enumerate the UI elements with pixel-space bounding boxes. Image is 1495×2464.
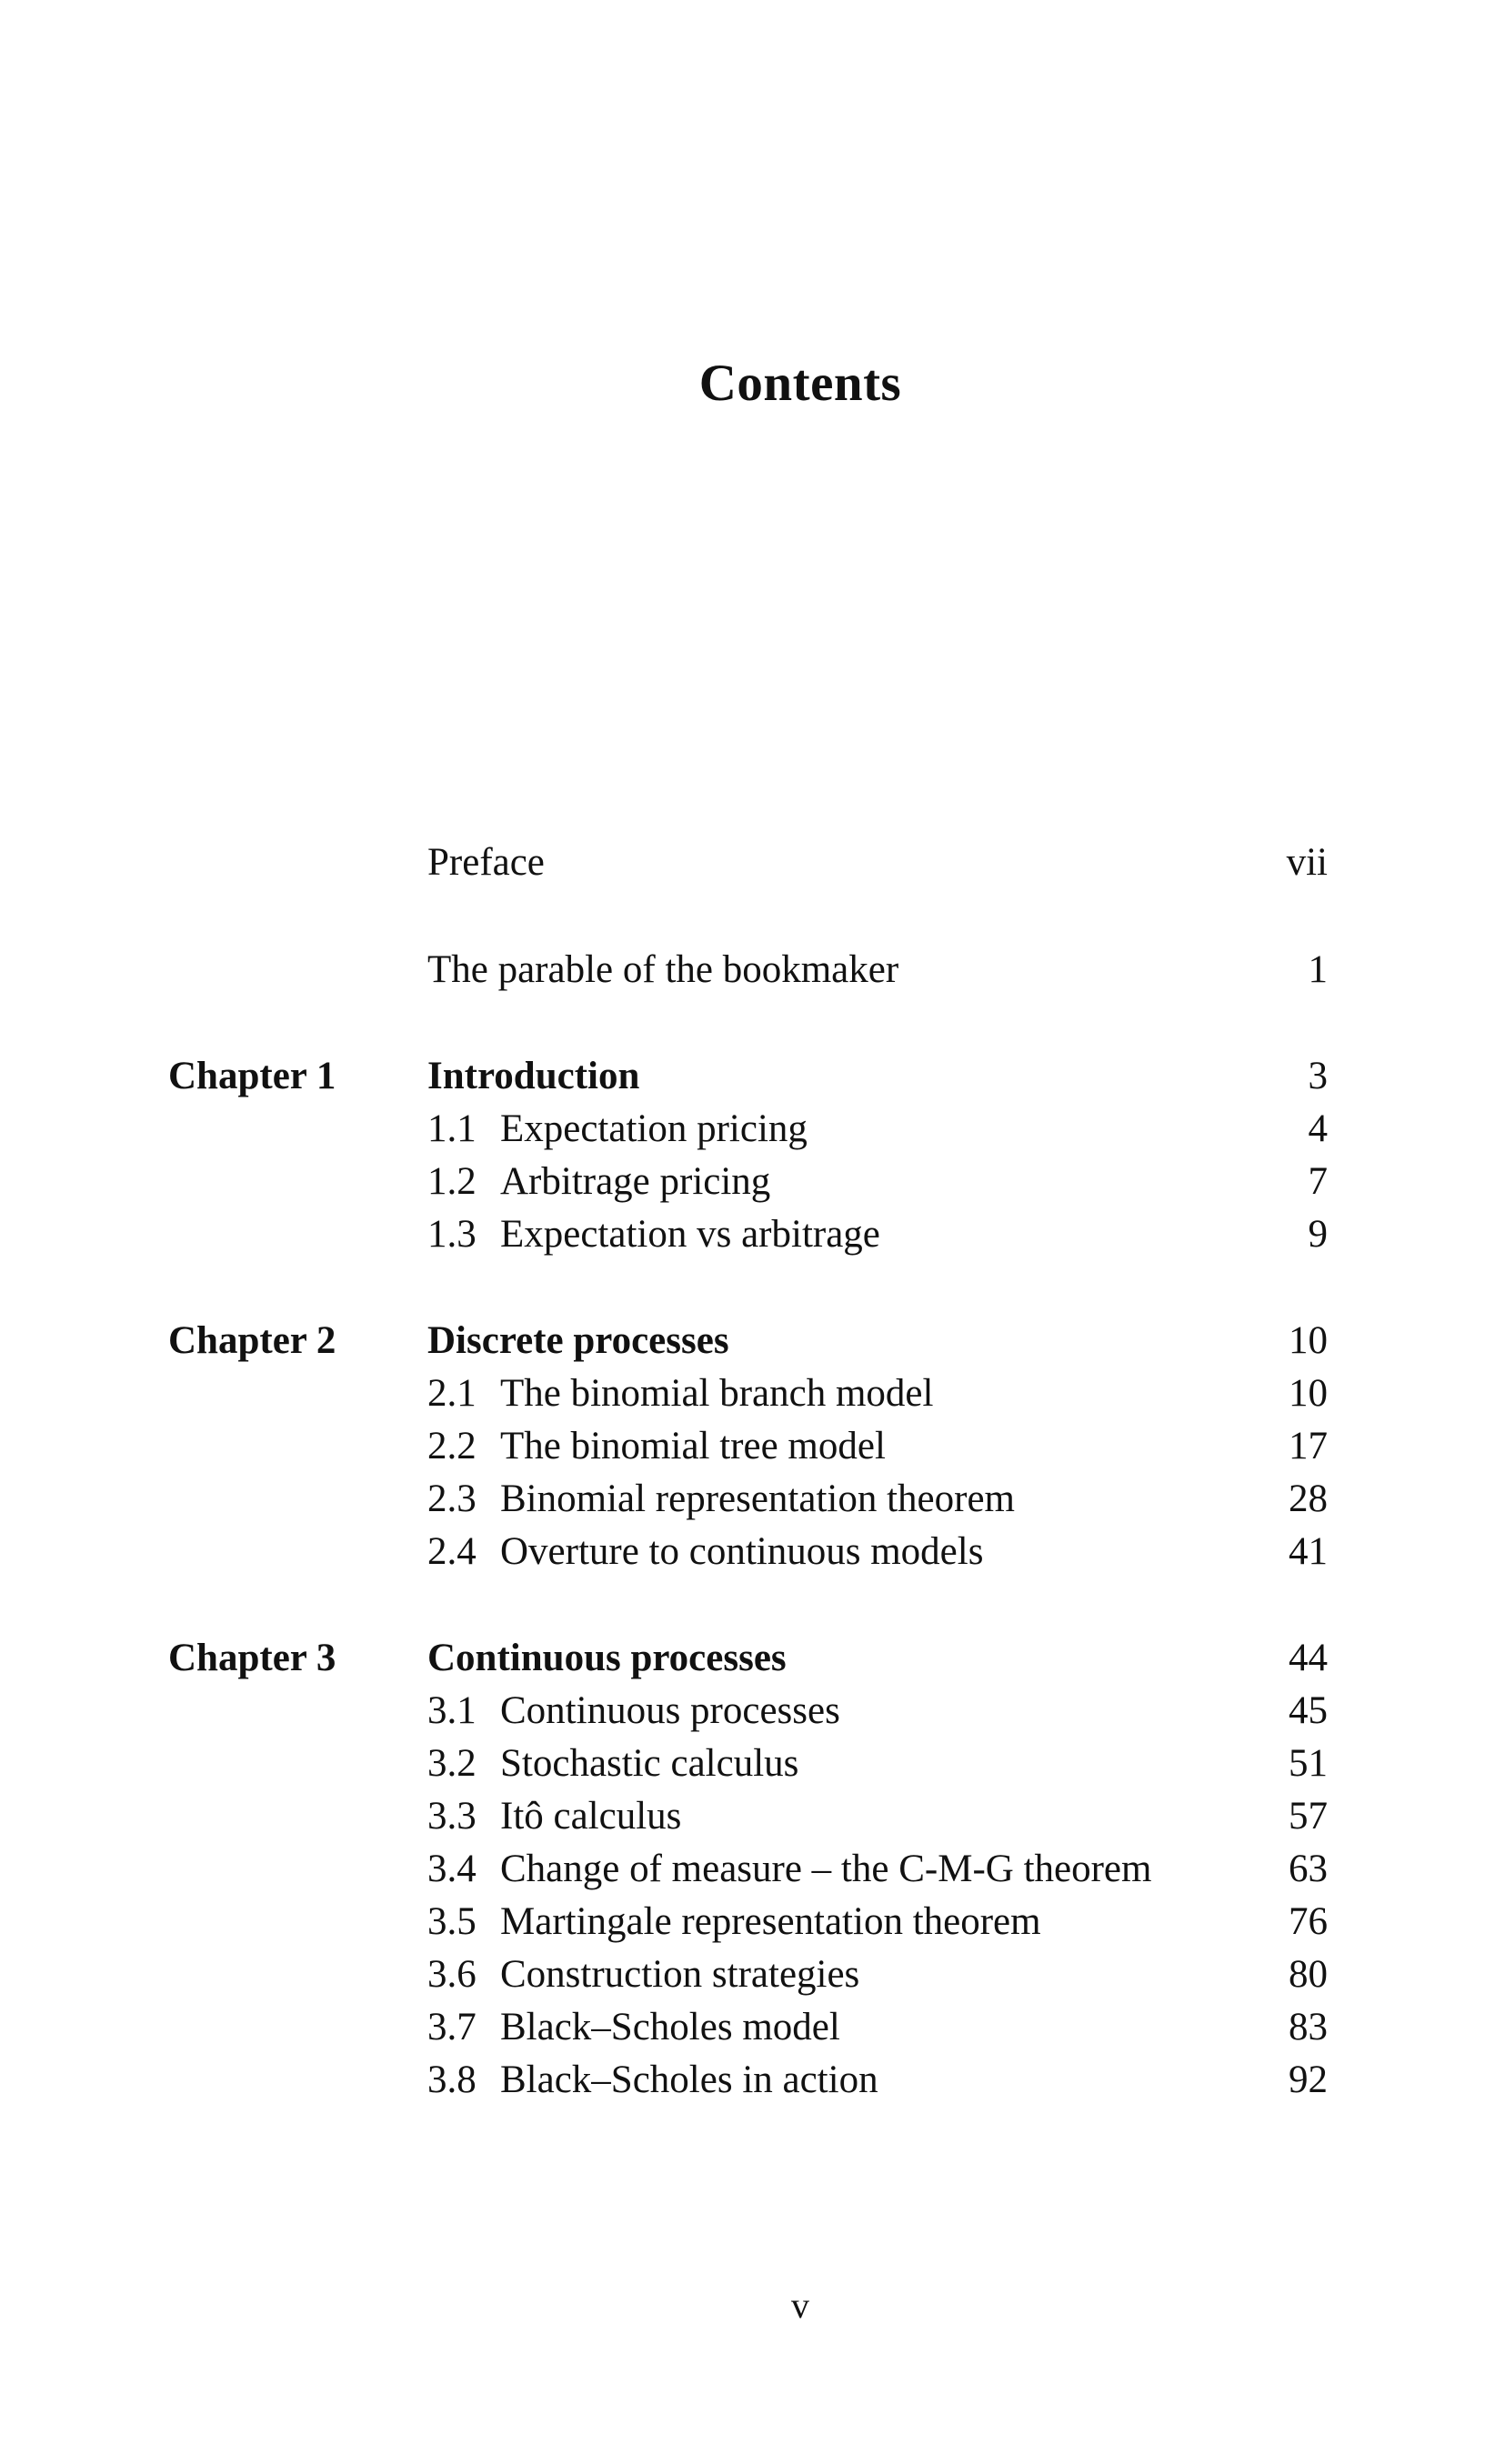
page-number: 4: [1308, 1107, 1328, 1150]
toc-section-3-7[interactable]: [0, 2001, 1495, 2054]
toc-entry-parable[interactable]: [0, 944, 1495, 997]
section-number: 1.3: [427, 1213, 477, 1256]
section-title: Construction strategies: [500, 1953, 860, 1996]
section-number: 3.6: [427, 1953, 477, 1996]
section-title: Arbitrage pricing: [500, 1160, 771, 1203]
toc-section-2-3[interactable]: [0, 1473, 1495, 1526]
section-title: Black–Scholes in action: [500, 2058, 878, 2101]
page-number: 3: [1308, 1055, 1328, 1097]
page-number: 80: [1289, 1953, 1328, 1996]
toc-section-3-1[interactable]: [0, 1685, 1495, 1738]
page-number: 7: [1308, 1160, 1328, 1203]
chapter-title: Introduction: [427, 1055, 640, 1097]
chapter-label: Chapter 1: [168, 1055, 336, 1097]
page-number: 9: [1308, 1213, 1328, 1256]
section-number: 3.2: [427, 1742, 477, 1785]
section-title: Itô calculus: [500, 1795, 682, 1838]
toc-chapter-3[interactable]: [0, 1632, 1495, 1685]
section-number: 1.1: [427, 1107, 477, 1150]
chapter-label: Chapter 2: [168, 1319, 336, 1362]
section-number: 2.4: [427, 1530, 477, 1573]
toc-section-3-5[interactable]: [0, 1896, 1495, 1948]
chapter-title: Discrete processes: [427, 1319, 729, 1362]
toc-section-2-2[interactable]: [0, 1420, 1495, 1473]
section-number: 3.7: [427, 2006, 477, 2048]
page-number: 92: [1289, 2058, 1328, 2101]
section-number: 2.1: [427, 1372, 477, 1415]
page-number: 1: [1308, 948, 1328, 991]
toc-chapter-2[interactable]: [0, 1315, 1495, 1367]
section-title: Expectation pricing: [500, 1107, 808, 1150]
section-title: Overture to continuous models: [500, 1530, 984, 1573]
page-number: 28: [1289, 1477, 1328, 1520]
section-title: The binomial tree model: [500, 1425, 886, 1467]
section-number: 3.1: [427, 1689, 477, 1732]
section-title: Stochastic calculus: [500, 1742, 799, 1785]
page-number: 17: [1289, 1425, 1328, 1467]
toc-entry-preface[interactable]: [0, 836, 1495, 889]
page-number: 57: [1289, 1795, 1328, 1838]
entry-title: Preface: [427, 841, 545, 884]
section-title: Black–Scholes model: [500, 2006, 840, 2048]
entry-title: The parable of the bookmaker: [427, 948, 899, 991]
section-number: 3.3: [427, 1795, 477, 1838]
page-number: 41: [1289, 1530, 1328, 1573]
toc-chapter-1[interactable]: [0, 1050, 1495, 1103]
section-number: 3.5: [427, 1900, 477, 1943]
page-number: vii: [1286, 841, 1328, 884]
section-title: Change of measure – the C-M-G theorem: [500, 1848, 1152, 1890]
toc-section-2-1[interactable]: [0, 1367, 1495, 1420]
section-number: 2.3: [427, 1477, 477, 1520]
page-number: 76: [1289, 1900, 1328, 1943]
page-folio: v: [791, 2285, 809, 2326]
page-number: 51: [1289, 1742, 1328, 1785]
toc-section-3-3[interactable]: [0, 1790, 1495, 1843]
page-title: Contents: [698, 355, 902, 412]
section-title: Continuous processes: [500, 1689, 840, 1732]
page-number: 63: [1289, 1848, 1328, 1890]
section-title: Martingale representation theorem: [500, 1900, 1041, 1943]
section-number: 3.8: [427, 2058, 477, 2101]
chapter-title: Continuous processes: [427, 1637, 787, 1679]
toc-section-1-1[interactable]: [0, 1103, 1495, 1156]
toc-section-2-4[interactable]: [0, 1526, 1495, 1578]
section-number: 1.2: [427, 1160, 477, 1203]
toc-section-1-2[interactable]: [0, 1156, 1495, 1208]
section-title: The binomial branch model: [500, 1372, 934, 1415]
page-number: 10: [1289, 1319, 1328, 1362]
section-title: Binomial representation theorem: [500, 1477, 1015, 1520]
page-number: 44: [1289, 1637, 1328, 1679]
section-number: 2.2: [427, 1425, 477, 1467]
section-title: Expectation vs arbitrage: [500, 1213, 880, 1256]
toc-section-1-3[interactable]: [0, 1208, 1495, 1261]
toc-section-3-8[interactable]: [0, 2054, 1495, 2107]
toc-section-3-4[interactable]: [0, 1843, 1495, 1896]
toc-section-3-6[interactable]: [0, 1948, 1495, 2001]
page-number: 83: [1289, 2006, 1328, 2048]
chapter-label: Chapter 3: [168, 1637, 336, 1679]
page-number: 45: [1289, 1689, 1328, 1732]
page-number: 10: [1289, 1372, 1328, 1415]
toc-section-3-2[interactable]: [0, 1738, 1495, 1790]
section-number: 3.4: [427, 1848, 477, 1890]
